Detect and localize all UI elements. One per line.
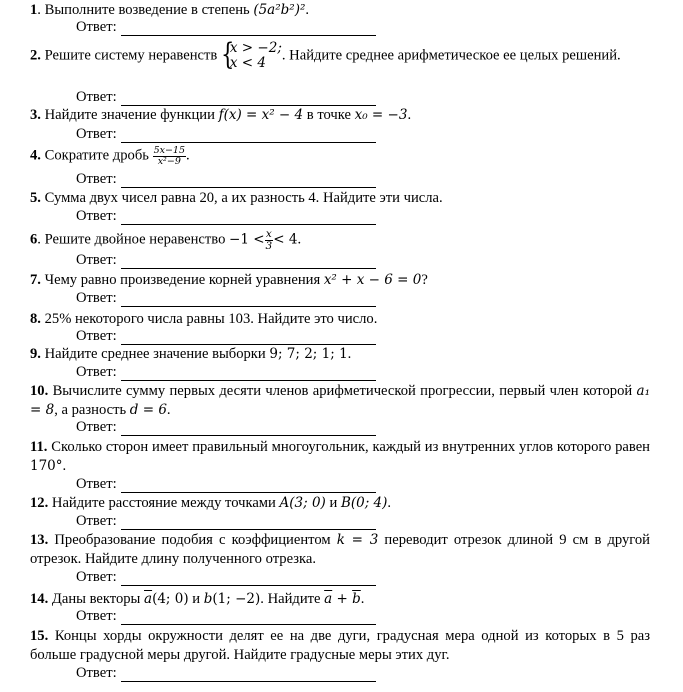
task-text: Сократите дробь <box>40 147 153 164</box>
answer-label: Ответ: <box>76 208 117 224</box>
task-text: Преобразование подобия с коэффициентом <box>48 532 337 548</box>
task-text-mid-2: . Найдите <box>260 591 325 607</box>
task-text: Сумма двух чисел равна 20, а их разность 4. Найдите эти числа. <box>40 190 443 206</box>
sum-vector-b: $\overline{b}$ <box>352 591 361 607</box>
answer-row-11 <box>76 476 386 493</box>
answer-label: Ответ: <box>76 126 117 142</box>
task-number: 3. <box>30 107 41 123</box>
task-text: Вычислите сумму первых десяти членов арифметической прогрессии, первый член которой <box>48 383 637 399</box>
vector-a: $\overline{a}$ <box>144 591 153 607</box>
system-line-2: x < 4 <box>229 55 267 71</box>
answer-label: Ответ: <box>76 364 117 380</box>
answer-field[interactable] <box>121 254 376 269</box>
task-math: A(3; 0) <box>279 495 326 511</box>
task-text-end: . <box>62 458 67 474</box>
task-text: Найдите среднее значение выборки <box>40 346 270 362</box>
task-13 <box>30 531 650 569</box>
answer-row-4 <box>76 171 386 188</box>
inequality-system <box>220 37 282 72</box>
answer-field[interactable] <box>121 478 376 493</box>
task-9 <box>30 345 650 364</box>
answer-label: Ответ: <box>76 419 117 435</box>
task-math: 9; 7; 2; 1; 1 <box>269 346 348 362</box>
task-text: Решите систему неравенств <box>40 47 221 64</box>
task-4 <box>30 146 650 166</box>
system-line-1: x > −2; <box>229 40 282 56</box>
task-text: Найдите расстояние между точками <box>48 495 280 511</box>
task-5 <box>30 189 650 208</box>
task-text-end: . <box>360 591 365 607</box>
task-8 <box>30 310 650 329</box>
task-number: 11. <box>30 439 48 455</box>
task-math: k = 3 <box>336 532 379 548</box>
task-text-mid: в точке <box>303 107 355 123</box>
task-text-end: . <box>387 495 392 511</box>
task-number: 12. <box>30 495 49 511</box>
answer-row-7 <box>76 290 386 307</box>
task-10 <box>30 382 650 420</box>
answer-field[interactable] <box>121 610 376 625</box>
fraction <box>265 229 274 251</box>
task-text-mid: , а разность <box>54 402 130 418</box>
task-text: . Выполните возведение в степень <box>37 2 254 18</box>
task-text: Концы хорды окружности делят ее на две дуги, градусная мера одной из которых в 5 раз больше градусной меры другой. Найдите градусные меры этих дуг. <box>30 628 650 663</box>
task-number: 5. <box>30 190 41 206</box>
vector-b: b <box>203 591 213 607</box>
answer-row-8 <box>76 328 386 345</box>
task-1 <box>30 1 650 20</box>
task-text-end: ? <box>421 272 428 288</box>
task-number: 14. <box>30 591 49 607</box>
task-text-end: переводит отрезок длиной 9 см в другой отрезок. Найдите длину полученного отрезка. <box>30 532 650 567</box>
answer-row-13 <box>76 569 386 586</box>
answer-label: Ответ: <box>76 89 117 105</box>
task-number: 9. <box>30 346 41 362</box>
answer-row-15 <box>76 665 386 682</box>
task-math: 170° <box>30 458 63 474</box>
answer-row-2 <box>76 89 386 106</box>
fraction-denominator: x²−9 <box>157 155 181 167</box>
task-math-2: x₀ = −3 <box>354 107 408 123</box>
answer-field[interactable] <box>121 421 376 436</box>
task-7 <box>30 271 650 290</box>
task-2 <box>30 37 650 72</box>
task-3 <box>30 106 650 125</box>
answer-label: Ответ: <box>76 290 117 306</box>
fraction <box>153 146 186 166</box>
plus-sign: + <box>332 591 353 607</box>
task-text: . Решите двойное неравенство <box>37 231 230 248</box>
task-math: x² + x − 6 = 0 <box>323 272 422 288</box>
fraction-denominator: 3 <box>265 239 273 252</box>
task-number: 6 <box>30 231 38 248</box>
answer-label: Ответ: <box>76 19 117 35</box>
task-math-2: d = 6 <box>129 402 167 418</box>
task-number: 8. <box>30 311 41 327</box>
task-text-end: . <box>407 107 412 123</box>
answer-row-3 <box>76 126 386 143</box>
task-12 <box>30 494 650 513</box>
task-text: 25% некоторого числа равны 103. Найдите это число. <box>40 311 378 327</box>
task-math-left: −1 < <box>229 231 265 248</box>
answer-field[interactable] <box>121 330 376 345</box>
answer-row-10 <box>76 419 386 436</box>
answer-row-5 <box>76 208 386 225</box>
fraction-numerator: 5x−15 <box>153 145 186 156</box>
answer-field[interactable] <box>121 128 376 143</box>
task-math-2: B(0; 4) <box>340 495 388 511</box>
task-text-end: . Найдите среднее арифметическое ее целых решений. <box>281 47 621 64</box>
answer-label: Ответ: <box>76 608 117 624</box>
fraction-numerator: x <box>265 228 272 240</box>
task-text: Сколько сторон имеет правильный многоугольник, каждый из внутренних углов которого равен <box>47 439 650 455</box>
answer-field[interactable] <box>121 515 376 530</box>
answer-row-1 <box>76 19 386 36</box>
answer-label: Ответ: <box>76 476 117 492</box>
task-text-end: . <box>347 346 352 362</box>
task-math: a₁ = 8 <box>30 383 650 418</box>
task-text-mid: и <box>188 591 204 607</box>
answer-label: Ответ: <box>76 569 117 585</box>
task-math: f(x) = x² − 4 <box>218 107 304 123</box>
answer-label: Ответ: <box>76 328 117 344</box>
brace-icon: { <box>220 37 235 72</box>
task-text-end: . <box>186 147 190 164</box>
task-15 <box>30 627 650 665</box>
task-6 <box>30 229 650 251</box>
task-text-end: . <box>166 402 171 418</box>
vector-a-coords: (4; 0) <box>152 591 189 607</box>
answer-row-14 <box>76 608 386 625</box>
task-number: 7. <box>30 272 41 288</box>
answer-field[interactable] <box>121 292 376 307</box>
task-text: Чему равно произведение корней уравнения <box>40 272 324 288</box>
task-math: (5a²b²)² <box>253 2 306 18</box>
answer-field[interactable] <box>121 91 376 106</box>
task-11 <box>30 438 650 476</box>
task-number: 2. <box>30 47 41 64</box>
task-number: 15. <box>30 628 49 644</box>
task-text: Даны векторы <box>48 591 145 607</box>
answer-row-6 <box>76 252 386 269</box>
answer-label: Ответ: <box>76 252 117 268</box>
answer-field[interactable] <box>121 667 376 682</box>
answer-label: Ответ: <box>76 513 117 529</box>
task-text-end: . <box>305 2 310 18</box>
answer-label: Ответ: <box>76 171 117 187</box>
answer-field[interactable] <box>121 571 376 586</box>
task-14 <box>30 590 650 609</box>
sum-vector-a: $\overline{a}$ <box>324 591 333 607</box>
task-number: 13. <box>30 532 49 548</box>
task-number: 10. <box>30 383 49 399</box>
answer-row-12 <box>76 513 386 530</box>
answer-field[interactable] <box>121 21 376 36</box>
task-number: 4. <box>30 147 41 164</box>
task-math-right: < 4 <box>273 231 298 248</box>
answer-field[interactable] <box>121 366 376 381</box>
task-text: Найдите значение функции <box>40 107 219 123</box>
answer-field[interactable] <box>121 210 376 225</box>
answer-row-9 <box>76 364 386 381</box>
vector-b-coords: (1; −2) <box>212 591 261 607</box>
task-text-mid: и <box>325 495 341 511</box>
answer-label: Ответ: <box>76 665 117 681</box>
task-number: 1 <box>30 2 38 18</box>
answer-field[interactable] <box>121 173 376 188</box>
task-text-end: . <box>297 231 302 248</box>
